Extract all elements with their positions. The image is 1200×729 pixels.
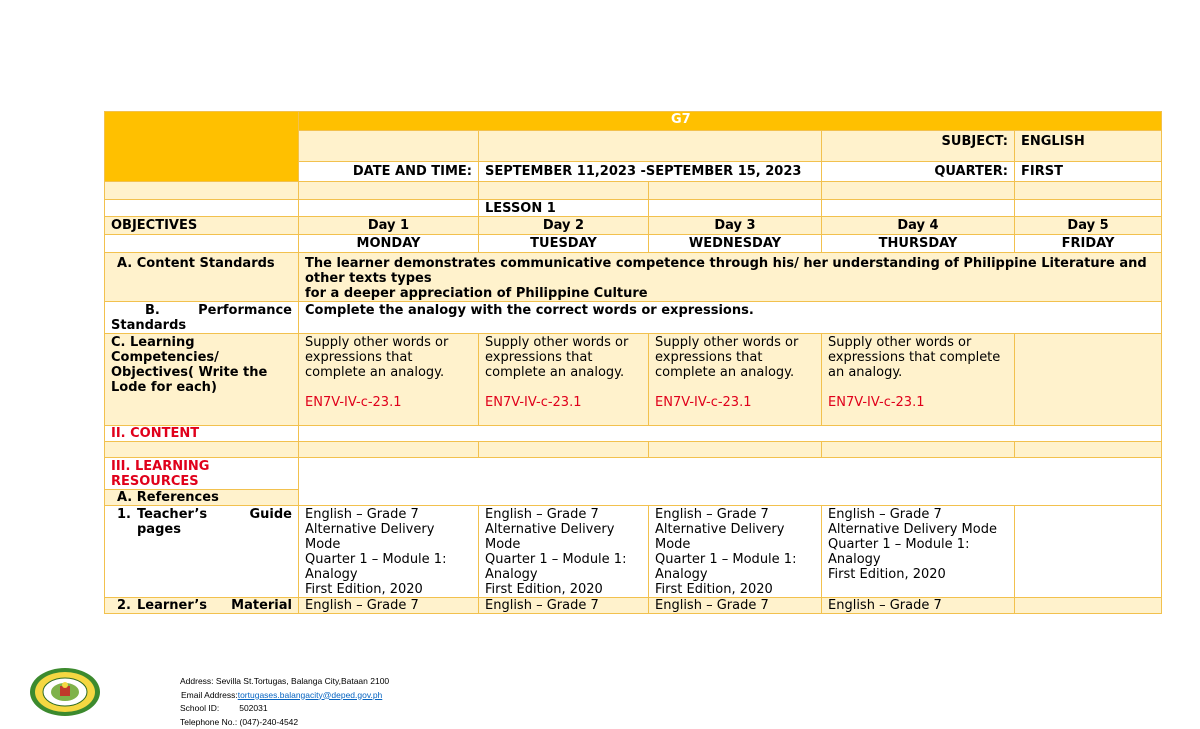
subject-label: SUBJECT: xyxy=(822,131,1015,162)
competency-day-1: Supply other words or expressions that complete an analogy. EN7V-IV-c-23.1 xyxy=(299,334,479,426)
footer-telephone: Telephone No.: (047)-240-4542 xyxy=(180,716,299,727)
performance-standards-text: Complete the analogy with the correct words or expressions. xyxy=(299,302,1162,334)
day-2-label: Day 2 xyxy=(479,217,649,235)
day-4-label: Day 4 xyxy=(822,217,1015,235)
references-label: A. References xyxy=(105,490,299,506)
date-value: SEPTEMBER 11,2023 -SEPTEMBER 15, 2023 xyxy=(479,162,822,182)
footer-address: Address: Sevilla St.Tortugas, Balanga City,Bataan 2100 xyxy=(180,676,390,686)
header-logo-block xyxy=(105,112,299,182)
learners-material-day-2: English – Grade 7 xyxy=(479,598,649,614)
content-section-label: II. CONTENT xyxy=(105,426,299,442)
subject-value: ENGLISH xyxy=(1015,131,1162,162)
learners-material-day-3: English – Grade 7 xyxy=(649,598,822,614)
lesson-title: LESSON 1 xyxy=(479,200,649,217)
footer-school-id-label: School ID: xyxy=(180,703,220,713)
quarter-label: QUARTER: xyxy=(822,162,1015,182)
learners-material-day-1: English – Grade 7 xyxy=(299,598,479,614)
competency-day-2: Supply other words or expressions that complete an analogy. EN7V-IV-c-23.1 xyxy=(479,334,649,426)
learning-resources-label: III. LEARNING RESOURCES xyxy=(105,458,299,490)
day-2-name: TUESDAY xyxy=(479,235,649,253)
content-standards-label: A. Content Standards xyxy=(105,253,299,302)
day-1-name: MONDAY xyxy=(299,235,479,253)
footer-school-id: 502031 xyxy=(239,703,268,713)
performance-standards-label: B. Performance Standards xyxy=(105,302,299,334)
learners-material-day-4: English – Grade 7 xyxy=(822,598,1015,614)
content-standards-text: The learner demonstrates communicative competence through his/ her understanding of Philippine Literature and other texts types for a deeper appreciation of Philippine Culture xyxy=(299,253,1162,302)
teachers-guide-day-3: English – Grade 7 Alternative Delivery Mode Quarter 1 – Module 1: Analogy First Edition, 2020 xyxy=(649,506,822,598)
teachers-guide-day-2: English – Grade 7 Alternative Delivery Mode Quarter 1 – Module 1: Analogy First Edition, 2020 xyxy=(479,506,649,598)
quarter-value: FIRST xyxy=(1015,162,1162,182)
day-3-name: WEDNESDAY xyxy=(649,235,822,253)
teachers-guide-label: 1. Teacher’s Guide pages xyxy=(105,506,299,598)
day-3-label: Day 3 xyxy=(649,217,822,235)
date-label: DATE AND TIME: xyxy=(299,162,479,182)
competency-day-4: Supply other words or expressions that complete an analogy. EN7V-IV-c-23.1 xyxy=(822,334,1015,426)
learners-material-label: 2. Learner’s Material xyxy=(105,598,299,614)
teachers-guide-day-1: English – Grade 7 Alternative Delivery Mode Quarter 1 – Module 1: Analogy First Edition, 2020 xyxy=(299,506,479,598)
grade-level: G7 xyxy=(299,112,1162,131)
day-5-name: FRIDAY xyxy=(1015,235,1162,253)
day-1-label: Day 1 xyxy=(299,217,479,235)
school-seal-logo xyxy=(29,667,101,717)
footer-email-link[interactable]: tortugases.balangacity@deped.gov.ph xyxy=(237,689,383,700)
footer-email-label: Email Address: xyxy=(181,689,238,700)
competency-day-3: Supply other words or expressions that complete an analogy. EN7V-IV-c-23.1 xyxy=(649,334,822,426)
competencies-label: C. Learning Competencies/ Objectives( Write the Lode for each) xyxy=(105,334,299,426)
teachers-guide-day-4: English – Grade 7 Alternative Delivery Mode Quarter 1 – Module 1: Analogy First Edition, 2020 xyxy=(822,506,1015,598)
day-4-name: THURSDAY xyxy=(822,235,1015,253)
school-footer xyxy=(180,675,389,729)
day-5-label: Day 5 xyxy=(1015,217,1162,235)
daily-lesson-log-table xyxy=(104,111,1162,614)
objectives-label: OBJECTIVES xyxy=(105,217,299,235)
